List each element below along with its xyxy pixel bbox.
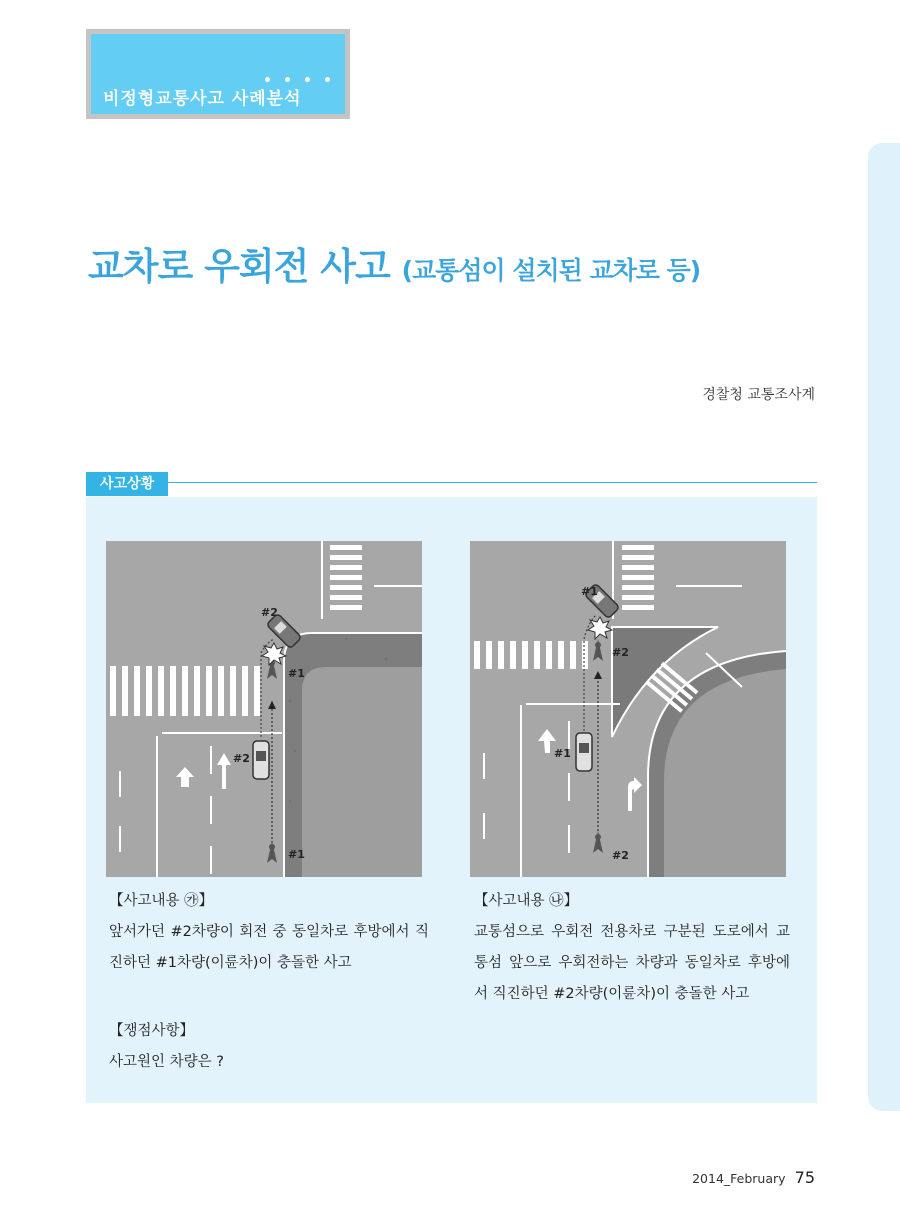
issue-body: 사고원인 차량은 ?	[109, 1054, 224, 1070]
diagram-b-label-2-mid: #2	[612, 646, 629, 659]
case-b-heading: 【사고내용 ㉯】	[474, 893, 579, 909]
footer-issue: 2014_February	[692, 1171, 786, 1186]
case-a-heading: 【사고내용 ㉮】	[109, 893, 214, 909]
page-footer	[692, 1168, 815, 1187]
case-b-description	[474, 886, 790, 1010]
diagram-case-a	[106, 541, 422, 877]
section-tag	[86, 29, 350, 119]
diagram-a-label-2-top: #2	[261, 606, 278, 619]
page-number: 75	[794, 1168, 815, 1187]
section-tag-inner	[91, 34, 345, 114]
issue-heading: 【쟁점사항】	[109, 1023, 195, 1039]
box-header-strip	[86, 472, 817, 497]
diagram-b-label-2-low: #2	[612, 849, 629, 862]
issue-section	[109, 1016, 429, 1078]
section-tag-text: 비정형교통사고 사례분석	[103, 89, 302, 109]
section-tag-dots	[263, 77, 333, 83]
box-header-rule	[86, 482, 817, 483]
case-a-description	[109, 886, 429, 979]
diagram-a-label-1-low: #1	[288, 848, 305, 861]
diagram-a-label-1-mid: #1	[288, 667, 305, 680]
diagram-b-label-1-low: #1	[554, 747, 571, 760]
diagram-b-label-1-top: #1	[581, 585, 598, 598]
box-label: 사고상황	[86, 472, 168, 496]
page-title-sub: (교통섬이 설치된 교차로 등)	[401, 256, 701, 285]
case-a-body: 앞서가던 #2차량이 회전 중 동일차로 후방에서 직진하던 #1차량(이륜차)이 충돌한 사고	[109, 924, 429, 971]
author: 경찰청 교통조사계	[702, 387, 815, 403]
diagram-case-b	[470, 541, 786, 877]
diagram-a-label-2-low: #2	[233, 752, 250, 765]
page-title	[88, 236, 700, 290]
page-title-main: 교차로 우회전 사고	[88, 245, 390, 288]
case-b-body: 교통섬으로 우회전 전용차로 구분된 도로에서 교통섬 앞으로 우회전하는 차량과 동일차로 후방에서 직진하던 #2차량(이륜차)이 충돌한 사고	[474, 924, 790, 1002]
right-edge-tab	[868, 143, 900, 1111]
